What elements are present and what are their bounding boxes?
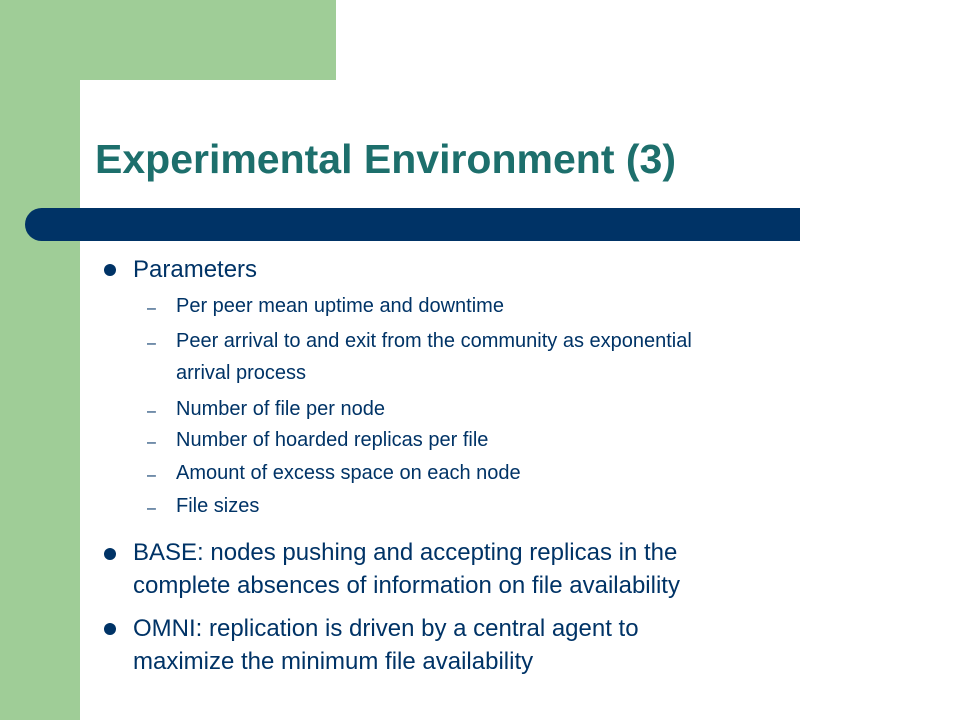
bullet-omni-line2: maximize the minimum file availability bbox=[133, 648, 534, 675]
dash-icon: – bbox=[147, 335, 156, 352]
sub-bullet-file-sizes: File sizes bbox=[176, 495, 260, 517]
sub-bullet-uptime: Per peer mean uptime and downtime bbox=[176, 295, 504, 317]
sub-bullet-files-per-node: Number of file per node bbox=[176, 398, 386, 420]
bullet-parameters: Parameters bbox=[133, 256, 258, 283]
bullet-omni-line1: OMNI: replication is driven by a central agent to bbox=[133, 615, 639, 642]
bullet-base-line1: BASE: nodes pushing and accepting replicas in the bbox=[133, 539, 678, 566]
dash-icon: – bbox=[147, 300, 156, 317]
bullet-icon bbox=[104, 264, 116, 276]
bullet-icon bbox=[104, 623, 116, 635]
dash-icon: – bbox=[147, 403, 156, 420]
bullet-base-line2: complete absences of information on file availability bbox=[133, 572, 680, 599]
dash-icon: – bbox=[147, 467, 156, 484]
sub-bullet-replicas: Number of hoarded replicas per file bbox=[176, 429, 489, 451]
slide-title: Experimental Environment (3) bbox=[95, 136, 676, 182]
dash-icon: – bbox=[147, 434, 156, 451]
sub-bullet-arrival: Peer arrival to and exit from the community as exponential bbox=[176, 330, 692, 352]
dash-icon: – bbox=[147, 500, 156, 517]
bullet-icon bbox=[104, 548, 116, 560]
sub-bullet-excess-space: Amount of excess space on each node bbox=[176, 462, 521, 484]
sub-bullet-arrival-cont: arrival process bbox=[176, 362, 307, 384]
